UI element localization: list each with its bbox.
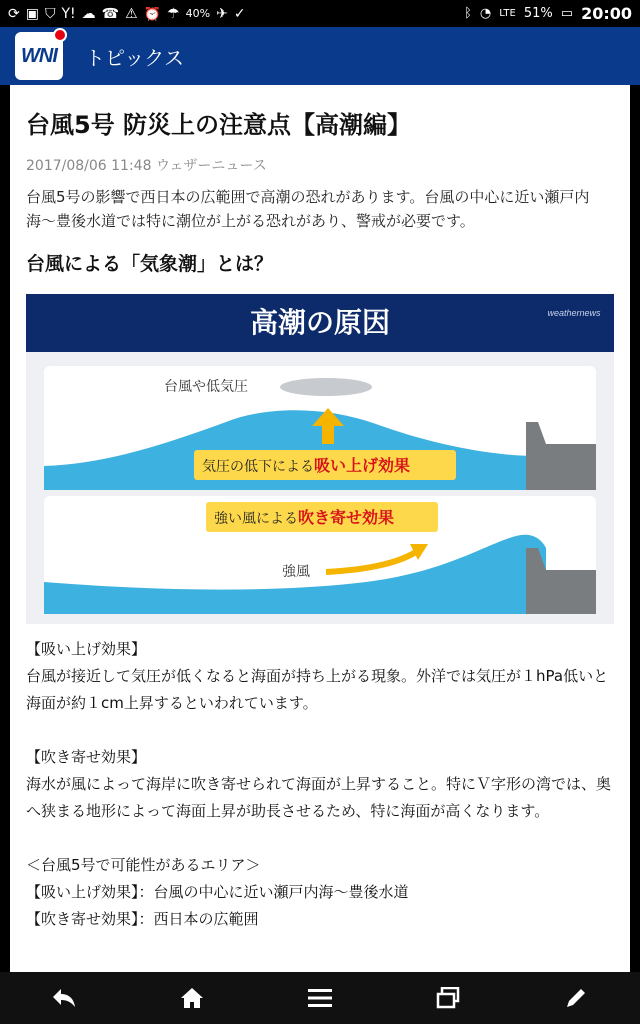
storm-surge-illustration[interactable] [26, 294, 614, 624]
tabs-button[interactable] [428, 978, 468, 1018]
weather-percent: 40% [185, 7, 211, 20]
system-status [464, 4, 632, 23]
area-heading: ＜台風5号で可能性があるエリア＞ [26, 856, 261, 874]
satellite-icon: ✈ [216, 6, 228, 21]
menu-button[interactable] [300, 978, 340, 1018]
edit-button[interactable] [556, 978, 596, 1018]
home-icon [180, 987, 204, 1009]
status-bar [0, 0, 640, 27]
warning-icon: ⚠ [125, 6, 138, 21]
article-date: 2017/08/06 11:48 [26, 158, 152, 174]
weather-icon: ☂ [167, 6, 180, 21]
alarm-icon: ⏰ [143, 6, 162, 21]
home-button[interactable] [172, 978, 212, 1018]
wind-callout-text: 強い風による吹き寄せ効果 [214, 508, 395, 527]
article [10, 85, 630, 933]
illustration-brand: weathernews [547, 308, 601, 318]
wind-heading: 【吹き寄せ効果】 [26, 748, 147, 766]
article-title: 台風5号 防災上の注意点【高潮編】 [26, 111, 412, 139]
shield-icon: ⛉ [44, 6, 56, 21]
clock: 20:00 [581, 4, 632, 23]
suction-callout-text: 気圧の低下による吸い上げ効果 [202, 456, 411, 475]
image-icon: ▣ [25, 6, 39, 21]
article-meta [26, 155, 614, 175]
menu-icon [308, 988, 332, 1008]
check-icon: ✓ [233, 6, 246, 21]
area-suction: 【吸い上げ効果】：台風の中心に近い瀬戸内海〜豊後水道 [26, 883, 409, 901]
bottom-toolbar [0, 972, 640, 1024]
cloud-icon [280, 378, 372, 396]
article-view[interactable] [10, 85, 630, 972]
reply-icon [51, 987, 77, 1009]
illustration-title: 高潮の原因 [249, 306, 391, 339]
notification-icons [8, 7, 464, 21]
bluetooth-icon: ᛒ [464, 6, 472, 21]
app-title: トピックス [85, 45, 184, 70]
logo-dot-icon [53, 28, 67, 42]
illustration-svg [26, 294, 614, 624]
battery-icon: ▭ [560, 6, 574, 21]
tabs-icon [436, 987, 460, 1009]
section-heading: 台風による「気象潮」とは？ [26, 253, 274, 275]
area-wind: 【吹き寄せ効果】：西日本の広範囲 [26, 910, 259, 928]
logo-text: WNI [21, 44, 57, 67]
battery-level: 51% [523, 6, 553, 21]
article-source: ウェザーニュース [155, 158, 267, 174]
clock-icon: ◔ [479, 6, 492, 21]
area-section [26, 852, 614, 933]
panel-wind-label: 強風 [282, 564, 310, 580]
wind-text: 海水が風によって海岸に吹き寄せられて海面が上昇すること。特にＶ字形の湾では、奥へ狭まる地形によって海面上昇が助長させるため、特に海面が高くなります。 [26, 775, 612, 820]
panel-suction-label: 台風や低気圧 [164, 379, 248, 395]
article-lead: 台風5号の影響で西日本の広範囲で高潮の恐れがあります。台風の中心に近い瀬戸内海〜豊後水道では特に潮位が上がる恐れがあり、警戒が必要です。 [26, 188, 590, 230]
sync-icon: ⟳ [8, 6, 20, 21]
phone-icon: ☎ [101, 6, 120, 21]
suction-heading: 【吸い上げ効果】 [26, 640, 147, 658]
suction-section [26, 636, 614, 717]
app-bar [0, 27, 640, 85]
back-button[interactable] [44, 978, 84, 1018]
wind-section [26, 744, 614, 825]
network-label: LTE [499, 8, 516, 19]
cloud-icon: ☁ [81, 6, 96, 21]
pencil-icon [565, 987, 587, 1009]
suction-text: 台風が接近して気圧が低くなると海面が持ち上がる現象。外洋では気圧が１hPa低いと海面が約１cm上昇するといわれています。 [26, 667, 609, 712]
yahoo-icon: Y! [61, 6, 76, 21]
app-logo[interactable] [15, 32, 63, 80]
